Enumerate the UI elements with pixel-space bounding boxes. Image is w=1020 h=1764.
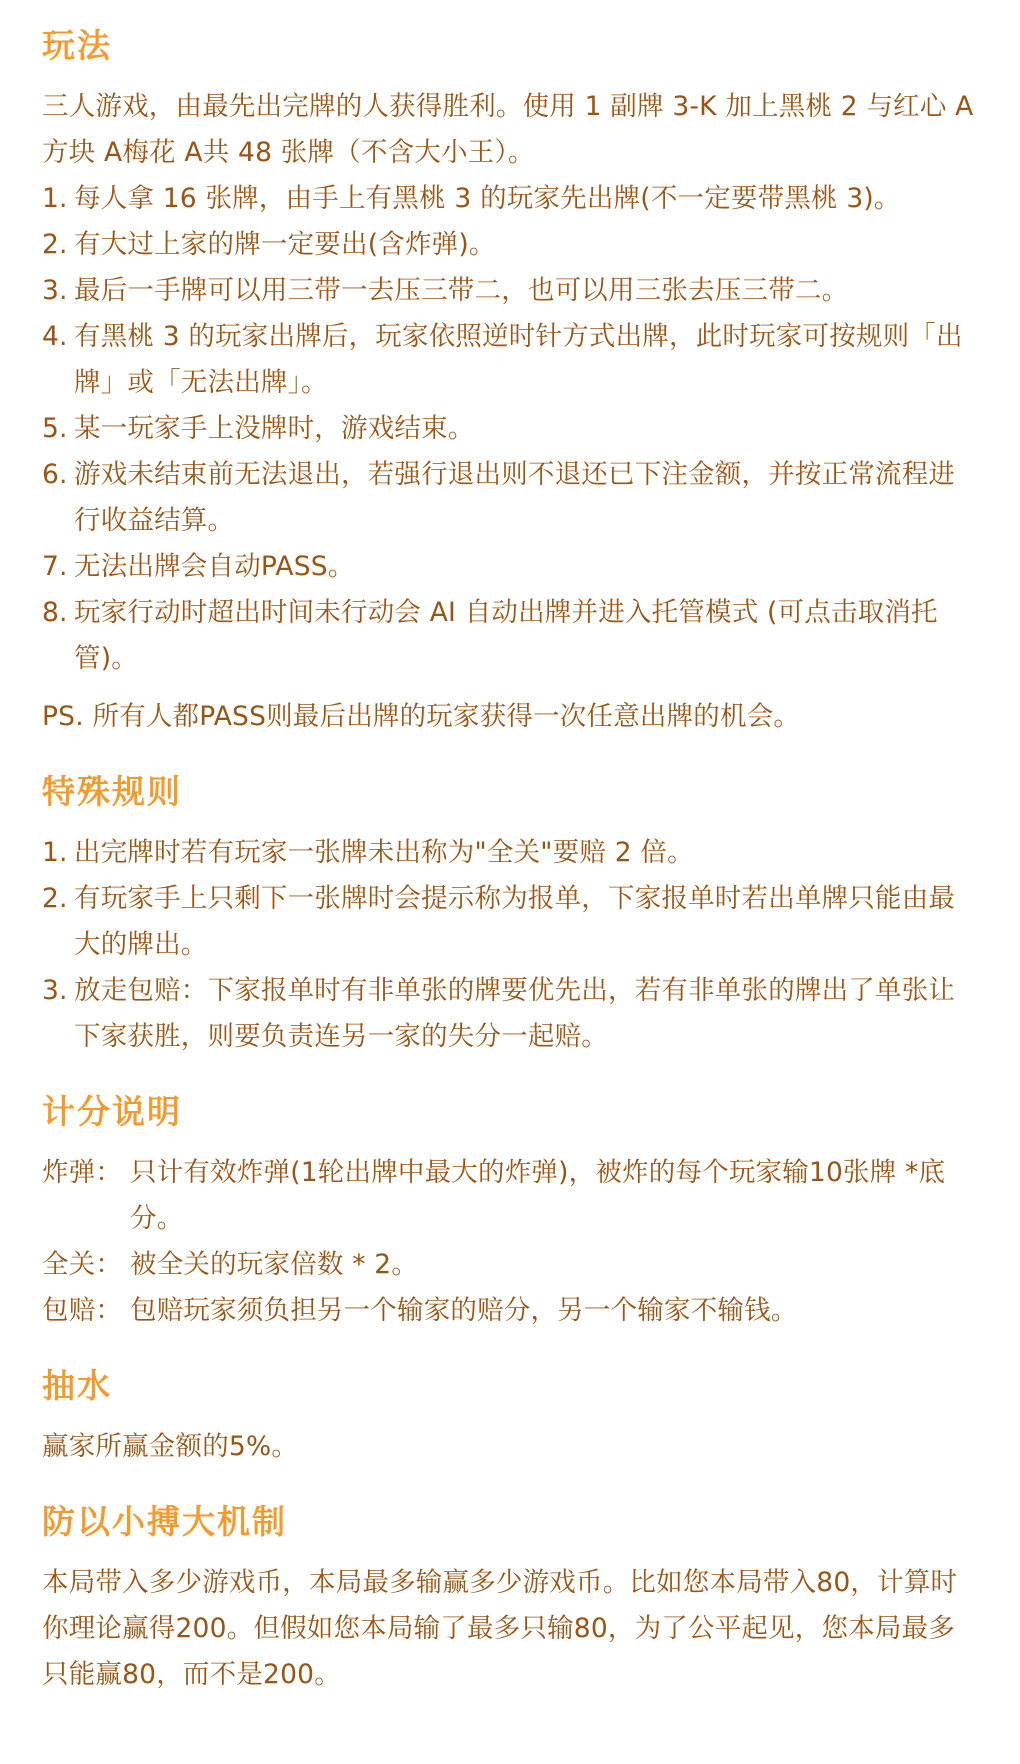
- list-text: 有玩家手上只剩下一张牌时会提示称为报单，下家报单时若出单牌只能由最大的牌出。: [74, 883, 956, 960]
- list-item: [42, 314, 980, 406]
- list-item: [42, 452, 980, 544]
- list-item: [42, 406, 980, 452]
- score-label: 全关：: [42, 1249, 123, 1280]
- list-number: 5.: [42, 413, 68, 444]
- list-text: 出完牌时若有玩家一张牌未出称为"全关"要赔 2 倍。: [74, 837, 694, 868]
- score-label: 包赔：: [42, 1295, 123, 1326]
- list-text: 有大过上家的牌一定要出(含炸弹)。: [74, 229, 496, 260]
- list-text: 无法出牌会自动PASS。: [74, 551, 355, 582]
- list-text: 最后一手牌可以用三带一去压三带二，也可以用三张去压三带二。: [74, 275, 849, 306]
- scoring-list: [42, 1150, 980, 1334]
- special-rules-title: 特殊规则: [42, 772, 182, 811]
- list-item: [42, 968, 980, 1060]
- list-item: [42, 268, 980, 314]
- rake-text: 赢家所赢金额的5%。: [42, 1431, 299, 1462]
- rake-title: 抽水: [42, 1366, 112, 1405]
- rake-section: [42, 1364, 980, 1470]
- list-item: [42, 1288, 980, 1334]
- list-text: 游戏未结束前无法退出，若强行退出则不退还已下注金额，并按正常流程进行收益结算。: [74, 459, 956, 536]
- list-item: [42, 176, 980, 222]
- gameplay-intro: 三人游戏，由最先出完牌的人获得胜利。使用 1 副牌 3-K 加上黑桃 2 与红心 A方块 A梅花 A共 48 张牌（不含大小王）。: [42, 91, 974, 168]
- list-item: [42, 222, 980, 268]
- special-rules-list: [42, 830, 980, 1060]
- gameplay-title: 玩法: [42, 26, 112, 65]
- list-item: [42, 590, 980, 682]
- list-item: [42, 544, 980, 590]
- gameplay-rules-list: [42, 176, 980, 682]
- list-text: 某一玩家手上没牌时，游戏结束。: [74, 413, 475, 444]
- gameplay-section: [42, 24, 980, 740]
- list-number: 7.: [42, 551, 68, 582]
- list-number: 4.: [42, 321, 68, 352]
- list-item: [42, 830, 980, 876]
- list-text: 放走包赔：下家报单时有非单张的牌要优先出，若有非单张的牌出了单张让下家获胜，则要负责连另一家的失分一起赔。: [74, 975, 956, 1052]
- list-item: [42, 1150, 980, 1242]
- score-text: 被全关的玩家倍数 * 2。: [130, 1249, 419, 1280]
- list-number: 2.: [42, 883, 68, 914]
- list-number: 3.: [42, 975, 68, 1006]
- protection-section: [42, 1500, 980, 1698]
- scoring-title: 计分说明: [42, 1092, 182, 1131]
- list-number: 3.: [42, 275, 68, 306]
- list-text: 有黑桃 3 的玩家出牌后，玩家依照逆时针方式出牌，此时玩家可按规则「出牌」或「无法出牌」。: [74, 321, 963, 398]
- list-item: [42, 876, 980, 968]
- list-number: 1.: [42, 183, 68, 214]
- score-text: 包赔玩家须负担另一个输家的赔分，另一个输家不输钱。: [130, 1295, 798, 1326]
- gameplay-ps: PS. 所有人都PASS则最后出牌的玩家获得一次任意出牌的机会。: [42, 701, 801, 732]
- score-text: 只计有效炸弹(1轮出牌中最大的炸弹)，被炸的每个玩家输10张牌 *底分。: [130, 1157, 946, 1234]
- special-rules-section: [42, 770, 980, 1060]
- list-number: 1.: [42, 837, 68, 868]
- list-number: 2.: [42, 229, 68, 260]
- list-number: 8.: [42, 597, 68, 628]
- protection-title: 防以小搏大机制: [42, 1502, 287, 1541]
- list-number: 6.: [42, 459, 68, 490]
- scoring-section: [42, 1090, 980, 1334]
- list-item: [42, 1242, 980, 1288]
- score-label: 炸弹：: [42, 1157, 123, 1188]
- list-text: 每人拿 16 张牌，由手上有黑桃 3 的玩家先出牌(不一定要带黑桃 3)。: [74, 183, 901, 214]
- protection-text: 本局带入多少游戏币，本局最多输赢多少游戏币。比如您本局带入80，计算时你理论赢得200。但假如您本局输了最多只输80，为了公平起见，您本局最多只能赢80，而不是200。: [42, 1567, 958, 1690]
- list-text: 玩家行动时超出时间未行动会 AI 自动出牌并进入托管模式 (可点击取消托管)。: [74, 597, 938, 674]
